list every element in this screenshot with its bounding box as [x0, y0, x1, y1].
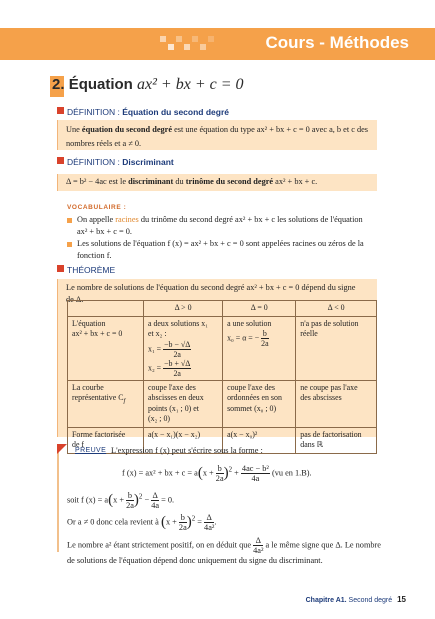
section-number: 2. — [52, 76, 65, 93]
text-fragment: n'a pas de solution — [300, 318, 359, 328]
definition-box — [57, 120, 377, 150]
accent-term: racines — [115, 215, 139, 224]
text-fragment: Δ = b² − 4ac est le — [66, 177, 129, 186]
text-fragment: On appelle — [77, 215, 116, 224]
proof-equation-1: f (x) = ax² + bx + c = a(x + $\frac{b}{2a}$ )$^2$ + $\frac{\text{4ac − b²}}{4a}$ (vu en 1.B). — [122, 464, 312, 483]
vocabulary-list — [67, 214, 387, 262]
text-fragment: représentative C — [72, 393, 124, 402]
table-header: Δ < 0 — [296, 301, 377, 317]
paren: ) — [186, 514, 192, 530]
header-decor-square — [176, 36, 182, 42]
text-fragment: x₀ = α = − — [227, 333, 260, 343]
paren: ) — [223, 465, 229, 481]
subscript: f — [123, 397, 126, 405]
text-fragment: et x₂ : — [148, 329, 167, 338]
header-decor-square — [208, 36, 214, 42]
page-number: 15 — [397, 595, 406, 604]
red-square-icon — [57, 157, 64, 164]
text-fragment: points (x₁ ; 0) et — [148, 403, 199, 413]
paren: ( — [197, 465, 203, 481]
fraction — [126, 491, 134, 510]
denominator: 2a — [126, 501, 134, 510]
text-fragment: a une solution — [227, 318, 272, 328]
text-fragment: nombres réels et a ≠ 0. — [66, 139, 142, 148]
text-fragment: Le nombre a² étant strictement positif, on en déduit que — [67, 540, 252, 550]
theorem-table — [67, 300, 377, 454]
text-fragment: a le même signe que Δ. Le nombre — [265, 540, 381, 550]
table-header-empty — [68, 301, 144, 317]
table-cell — [68, 316, 144, 380]
definition-name: Discriminant — [122, 157, 174, 167]
fraction — [216, 464, 224, 483]
text-fragment: L'équation — [72, 318, 106, 328]
numerator: 4ac − b² — [241, 464, 269, 473]
table-cell — [296, 427, 377, 453]
definition-text — [58, 174, 377, 192]
proof-equation-2: soit f (x) = a(x + $\frac{b}{2a}$ )$^2$ − $\frac{\Delta}{4a}$ = 0. — [67, 491, 175, 510]
text-fragment: a deux solutions x₁ — [148, 318, 208, 328]
table-cell — [144, 316, 223, 380]
proof-intro: L'expression f (x) peut s'écrire sous la forme : — [111, 446, 263, 455]
table-row — [68, 380, 377, 427]
fraction — [204, 513, 214, 532]
denominator: 2a — [215, 474, 224, 483]
fraction — [241, 464, 270, 483]
header-title: Cours - Méthodes — [265, 33, 409, 52]
denominator: 4a² — [253, 546, 264, 555]
text-fragment: ax² + bx + c = 0. — [77, 227, 133, 236]
text-fragment: dans ℝ — [300, 440, 323, 449]
text-fragment: soit f (x) = a — [67, 495, 109, 505]
numerator: b — [217, 464, 222, 473]
text-fragment: ordonnées en son — [227, 393, 282, 402]
table-header-row — [68, 301, 377, 317]
text-fragment: x₂ = — [148, 362, 162, 372]
denominator: 4a — [151, 501, 160, 510]
text-fragment: abscisses en deux — [148, 393, 204, 402]
table-row — [68, 316, 377, 380]
text-fragment: coupe l'axe des — [227, 382, 275, 392]
denominator: 4a — [251, 474, 260, 483]
fraction — [151, 491, 159, 510]
section-equation: ax² + bx + c = 0 — [137, 76, 244, 93]
fraction — [261, 329, 268, 348]
fraction — [163, 340, 191, 359]
numerator: Δ — [204, 513, 214, 523]
text-fragment: de Δ. — [66, 295, 84, 304]
text-fragment: La courbe — [72, 382, 104, 392]
numerator: Δ — [253, 536, 263, 546]
definition-box — [57, 174, 377, 191]
denominator: 2a — [261, 339, 269, 348]
text-fragment: du trinôme du second degré ax² + bx + c les solutions de l'équation — [138, 215, 363, 224]
text-fragment: Forme factorisée — [72, 429, 126, 439]
proof-corner-icon — [57, 444, 67, 454]
text-fragment: réelle — [300, 329, 318, 338]
denominator: 2a — [178, 523, 187, 532]
list-item — [67, 238, 387, 262]
table-cell — [296, 316, 377, 380]
denominator: 4a² — [204, 523, 215, 532]
numerator: b — [180, 513, 185, 522]
text-fragment: du — [173, 177, 186, 186]
text-fragment: (vu en 1.B). — [271, 468, 312, 478]
numerator: Δ — [152, 491, 158, 500]
text-fragment: des abscisses — [300, 393, 342, 402]
text-fragment: Le nombre de solutions de l'équation du second degré ax² + bx + c = 0 dépend du signe — [66, 283, 356, 292]
table-cell — [68, 380, 144, 427]
table-cell — [223, 380, 296, 427]
bold-term: discriminant — [128, 177, 174, 186]
text-fragment: Une — [66, 125, 82, 134]
numerator: −b − √Δ — [164, 339, 191, 349]
definition-label: DÉFINITION : — [67, 107, 123, 117]
text-fragment: est une équation du type ax² + bx + c = 0 avec a, b et c des — [172, 125, 369, 134]
theorem-heading — [57, 265, 115, 275]
section-word: Équation — [68, 76, 133, 93]
definition-name: Équation du second degré — [122, 107, 229, 117]
text-fragment: pas de factorisation — [300, 429, 362, 439]
paren: ( — [108, 492, 114, 508]
table-header: Δ = 0 — [223, 301, 296, 317]
text-fragment: x₁ = — [148, 343, 162, 353]
proof-bar — [57, 444, 59, 552]
section-title — [52, 76, 244, 94]
text-fragment: sommet (x₀ ; 0) — [227, 403, 277, 413]
definition-heading — [57, 107, 229, 117]
proof-label: PREUVE — [75, 447, 107, 454]
list-item — [67, 214, 387, 238]
numerator: −b + √Δ — [164, 358, 191, 368]
header-decor-square — [160, 36, 166, 42]
paren: ( — [160, 514, 166, 530]
table-cell — [296, 380, 377, 427]
footer-chapter: Chapitre A1. — [305, 597, 347, 604]
numerator: b — [262, 329, 267, 338]
vocabulary-heading: VOCABULAIRE : — [67, 204, 127, 211]
proof-conclusion — [67, 536, 381, 555]
fraction — [253, 536, 263, 555]
table-cell: a(x − x₁)(x − x₂) — [144, 427, 223, 453]
proof-conclusion-2: de solutions de l'équation dépend donc uniquement du signe du discriminant. — [67, 556, 323, 565]
text-fragment: (x₂ ; 0) — [148, 414, 171, 423]
denominator: 2a — [173, 349, 181, 359]
text-fragment: ne coupe pas l'axe — [300, 382, 358, 392]
red-square-icon — [57, 107, 64, 114]
fraction — [179, 513, 187, 532]
text-fragment: Les solutions de l'équation f (x) = ax² + bx + c = 0 sont appelées racines ou zéros de la — [77, 239, 364, 248]
text-fragment: fonction f. — [77, 251, 112, 260]
text-fragment: ax² + bx + c. — [273, 177, 318, 186]
definition-text — [58, 120, 377, 154]
header-decor-square — [192, 36, 198, 42]
header-decor-square — [200, 44, 206, 50]
red-square-icon — [57, 265, 64, 272]
text-fragment: coupe l'axe des — [148, 382, 196, 392]
table-cell — [144, 380, 223, 427]
table-cell: a(x − x₀)² — [223, 427, 296, 453]
header-decor-square — [168, 44, 174, 50]
footer-title: Second degré — [348, 597, 393, 604]
header-decor-square — [184, 44, 190, 50]
bold-term: équation du second degré — [81, 125, 173, 134]
text-fragment: ax² + bx + c = 0 — [72, 329, 123, 338]
text-fragment: = 0. — [161, 495, 175, 505]
page-footer — [306, 595, 406, 604]
theorem-label: THÉORÈME — [67, 265, 116, 275]
paren: ) — [133, 492, 139, 508]
fraction — [163, 359, 191, 378]
bold-term: trinôme du second degré — [185, 177, 274, 186]
text-fragment: de f — [72, 440, 85, 449]
text-fragment: f (x) = ax² + bx + c = a — [122, 468, 198, 478]
table-header: Δ > 0 — [144, 301, 223, 317]
proof-equation-3: Or a ≠ 0 donc cela revient à (x + $\frac{b}{2a}$ )$^2$ = $\frac{\Delta}{\text{4a²}}$ . — [67, 513, 217, 532]
numerator: b — [127, 491, 133, 500]
definition-heading — [57, 157, 174, 167]
denominator: 2a — [173, 368, 181, 378]
definition-label: DÉFINITION : — [67, 157, 123, 167]
table-cell — [223, 316, 296, 380]
text-fragment: Or a ≠ 0 donc cela revient à — [67, 517, 159, 527]
